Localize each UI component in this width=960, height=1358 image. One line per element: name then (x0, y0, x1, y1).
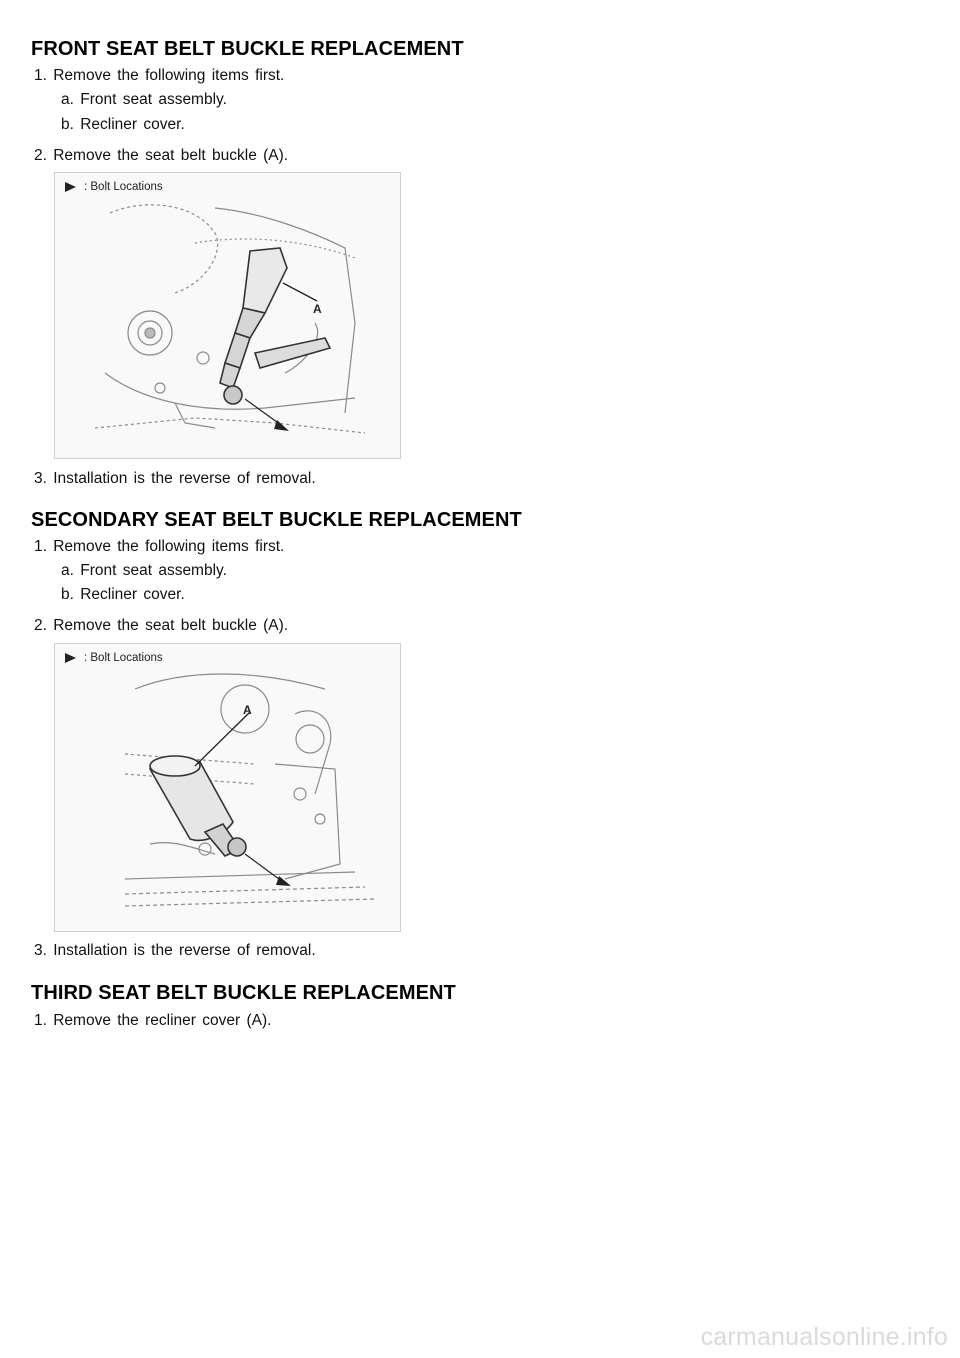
front-step-2: 2. Remove the seat belt buckle (A). (34, 147, 289, 164)
secondary-step-1: 1. Remove the following items first. (34, 538, 285, 555)
section-title-front: FRONT SEAT BELT BUCKLE REPLACEMENT (31, 38, 464, 60)
front-step-1: 1. Remove the following items first. (34, 67, 285, 84)
callout-label: A (313, 302, 322, 316)
section-title-secondary: SECONDARY SEAT BELT BUCKLE REPLACEMENT (31, 509, 522, 531)
callout-label: A (243, 703, 252, 717)
secondary-buckle-illustration (55, 644, 400, 931)
figure-legend (65, 181, 163, 193)
legend-label: : Bolt Locations (84, 652, 163, 664)
secondary-step-1b: b. Recliner cover. (61, 586, 185, 603)
figure-legend (65, 652, 163, 664)
front-step-3: 3. Installation is the reverse of removal. (34, 470, 316, 487)
section-title-third: THIRD SEAT BELT BUCKLE REPLACEMENT (31, 982, 456, 1004)
bolt-marker-icon (65, 653, 76, 663)
secondary-step-1a: a. Front seat assembly. (61, 562, 227, 579)
secondary-step-2: 2. Remove the seat belt buckle (A). (34, 617, 289, 634)
front-buckle-illustration (55, 173, 400, 458)
watermark: carmanualsonline.info (700, 1323, 948, 1351)
third-step-1: 1. Remove the recliner cover (A). (34, 1012, 272, 1029)
secondary-buckle-figure (54, 643, 401, 932)
bolt-marker-icon (65, 182, 76, 192)
front-step-1a: a. Front seat assembly. (61, 91, 227, 108)
legend-label: : Bolt Locations (84, 181, 163, 193)
front-buckle-figure (54, 172, 401, 459)
front-step-1b: b. Recliner cover. (61, 116, 185, 133)
secondary-step-3: 3. Installation is the reverse of removal. (34, 942, 316, 959)
